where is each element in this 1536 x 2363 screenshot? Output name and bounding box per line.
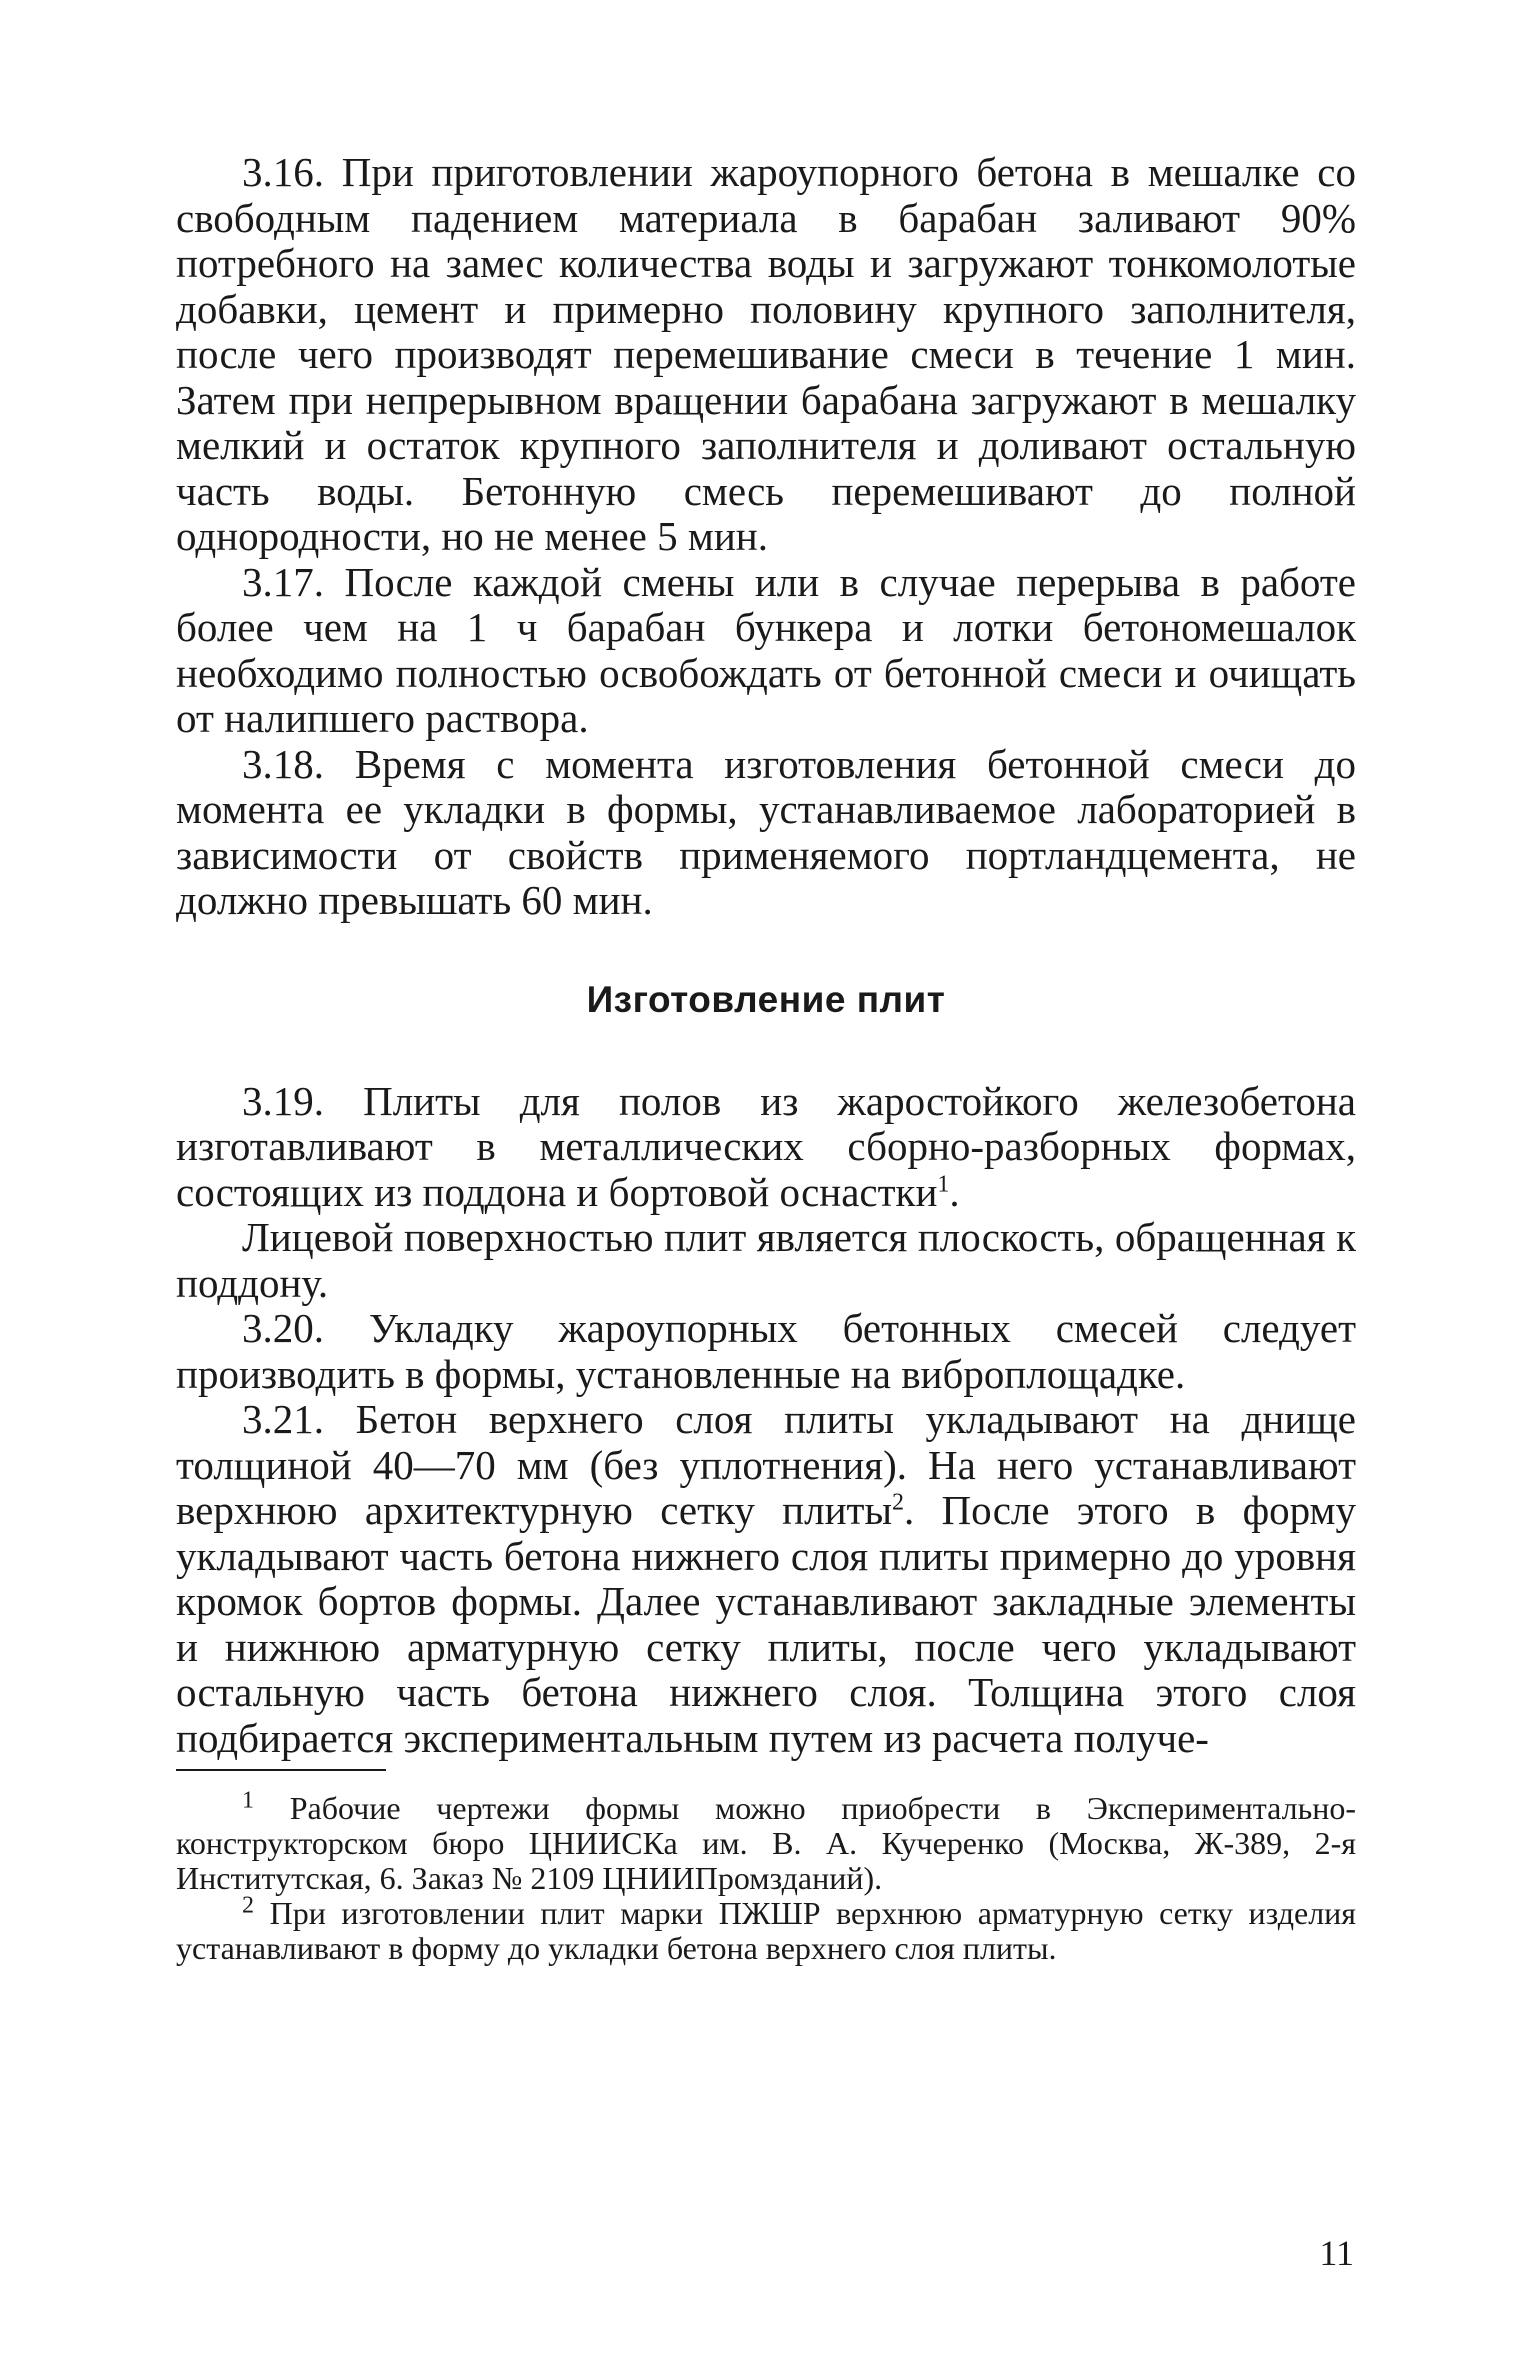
paragraph-3-21	[176, 1397, 1356, 1761]
clause-number: 3.17.	[242, 558, 324, 605]
clause-number: 3.19.	[242, 1077, 324, 1124]
page-body	[176, 150, 1356, 1966]
clause-text: Укладку жароупорных бетонных смесей следует производить в формы, установленные на виброплощадке.	[176, 1305, 1356, 1397]
clause-text: Время с момента изготовления бетонной смеси до момента ее укладки в формы, устанавливаемое лабораторией в зависимости от свойств применяемого портландцемента, не должно превышать 60 мин.	[176, 740, 1356, 923]
clause-text: После каждой смены или в случае перерыва в работе более чем на 1 ч барабан бункера и лотки бетономешалок необходимо полностью освобождать от бетонной смеси и очищать от налипшего раствора.	[176, 558, 1356, 741]
paragraph-3-16	[176, 150, 1356, 560]
paragraph-3-17	[176, 560, 1356, 742]
footnote-1: $^1$ Рабочие чертежи формы можно приобрести в Экспериментально-конструкторском бюро ЦНИИСКа им. В. А. Кучеренко (Москва, Ж-389, 2-я Институтская, 6. Заказ № 2109 ЦНИИПромзданий).	[176, 1787, 1357, 1896]
footnote-divider	[176, 1769, 386, 1771]
clause-text: При приготовлении жароупорного бетона в мешалке со свободным падением материала в барабан заливают 90% потребного на замес количества воды и загружают тонкомолотые добавки, цемент и примерно половину крупного заполнителя, после чего производят перемешивание смеси в течение 1 мин. Затем при непрерывном вращении барабана загружают в мешалку мелкий и остаток крупного заполнителя и доливают остальную часть воды. Бетонную смесь перемешивают до полной однородности, но не менее 5 мин.	[176, 149, 1356, 559]
footnote-mark: 2	[242, 1892, 254, 1919]
footnote-ref-2[interactable]: 2	[892, 1489, 904, 1516]
footnote-mark: 1	[242, 1787, 254, 1814]
page-number: 11	[1319, 2233, 1354, 2273]
footnote-2: $^2$ При изготовлении плит марки ПЖШР верхнюю арматурную сетку изделия устанавливают в форму до укладки бетона верхнего слоя плиты.	[176, 1892, 1357, 1966]
clause-number: 3.18.	[242, 740, 324, 787]
clause-number: 3.21.	[242, 1396, 324, 1442]
clause-text-cont: . После этого в форму укладывают часть бетона нижнего слоя плиты примерно до уровня кромок бортов формы. Далее устанавливают закладные элементы и нижнюю арматурную сетку плиты, после чего укладывают остальную часть бетона нижнего слоя. Толщина этого слоя подбирается экспериментальным путем из расчета получе-	[176, 1487, 1356, 1761]
paragraph-3-18	[176, 742, 1356, 924]
paragraph-3-19: 3.19. Плиты для полов из жаростойкого железобетона изготавливают в металлических сборно-разборных формах, состоящих из поддона и бортовой оснастки$^1$.	[176, 1077, 1356, 1215]
clause-text: Плиты для полов из жаростойкого железобетона изготавливают в металлических сборно-разборных формах, состоящих из поддона и бортовой оснастки	[176, 1077, 1356, 1215]
paragraph-face-note: Лицевой поверхностью плит является плоскость, обращенная к поддону.	[176, 1214, 1356, 1306]
footnote-ref-1[interactable]: 1	[937, 1170, 950, 1197]
clause-number: 3.16.	[242, 149, 324, 195]
paragraph-3-20	[176, 1306, 1356, 1397]
clause-number: 3.20.	[242, 1305, 324, 1351]
clause-text: Бетон верхнего слоя плиты укладывают на днище толщиной 40—70 мм (без уплотнения). На него устанавливают верхнюю архитектурную сетку плиты	[176, 1396, 1356, 1533]
section-heading: Изготовление плит	[586, 978, 946, 1020]
